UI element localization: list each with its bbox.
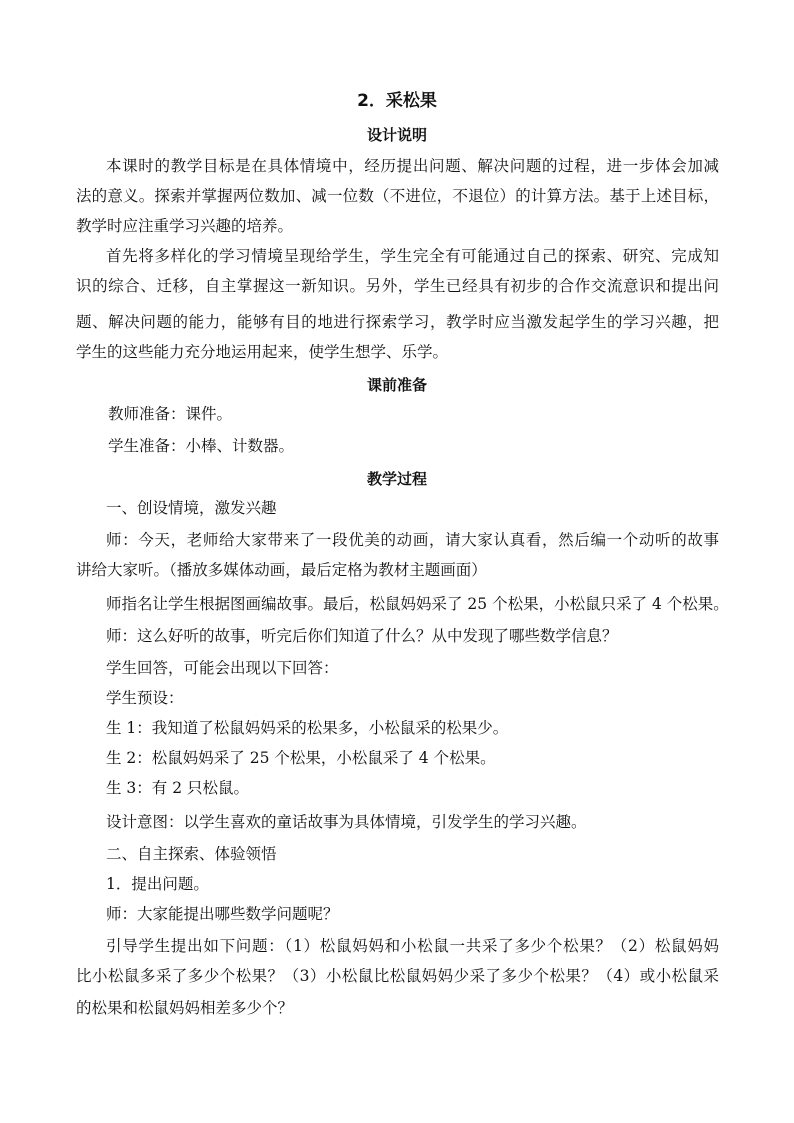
- design-line-7: 学生的这些能力充分地运用起来，使学生想学、乐学。: [76, 343, 449, 361]
- process-line-13: 1．提出问题。: [106, 875, 209, 893]
- process-line-16: 比小松鼠多采了多少个松果？（3）小松鼠比松鼠妈妈少采了多少个松果？（4）或小松鼠采: [76, 967, 719, 985]
- process-line-2: 师：今天，老师给大家带来了一段优美的动画，请大家认真看，然后编一个动听的故事: [106, 531, 719, 549]
- process-line-9: 生 2：松鼠妈妈采了 25 个松果，小松鼠采了 4 个松果。: [106, 749, 496, 767]
- process-line-3: 讲给大家听。（播放多媒体动画，最后定格为教材主题画面）: [76, 561, 487, 579]
- design-line-6: 题、解决问题的能力，能够有目的地进行探索学习，教学时应当激发起学生的学习兴趣，把: [76, 313, 719, 331]
- process-line-7: 学生预设：: [106, 689, 184, 707]
- design-line-1: 本课时的教学目标是在具体情境中，经历提出问题、解决问题的过程，进一步体会加减: [106, 157, 719, 175]
- process-line-17: 的松果和松鼠妈妈相差多少个？: [76, 999, 294, 1017]
- design-line-4: 首先将多样化的学习情境呈现给学生，学生完全有可能通过自己的探索、研究、完成知: [106, 247, 719, 265]
- process-line-4: 师指名让学生根据图画编故事。最后，松鼠妈妈采了 25 个松果，小松鼠只采了 4 个松果。: [106, 595, 729, 613]
- design-line-5: 识的综合、迁移，自主掌握这一新知识。另外，学生已经具有初步的合作交流意识和提出问: [76, 277, 719, 295]
- process-line-15: 引导学生提出如下问题：（1）松鼠妈妈和小松鼠一共采了多少个松果？（2）松鼠妈妈: [106, 937, 719, 955]
- heading-prep: 课前准备: [366, 376, 427, 394]
- process-line-1: 一、创设情境，激发兴趣: [106, 499, 277, 517]
- process-line-6: 学生回答，可能会出现以下回答：: [106, 659, 339, 677]
- design-line-3: 教学时应注重学习兴趣的培养。: [76, 217, 294, 235]
- prep-line-1: 教师准备：课件。: [108, 405, 233, 423]
- document-title: 2．采松果: [357, 91, 437, 111]
- process-line-11: 设计意图：以学生喜欢的童话故事为具体情境，引发学生的学习兴趣。: [106, 813, 587, 831]
- process-line-10: 生 3：有 2 只松鼠。: [106, 779, 250, 797]
- process-line-5: 师：这么好听的故事，听完后你们知道了什么？从中发现了哪些数学信息？: [106, 627, 618, 645]
- design-line-2: 法的意义。探索并掌握两位数加、减一位数（不进位，不退位）的计算方法。基于上述目标，: [76, 187, 719, 205]
- heading-process: 教学过程: [366, 470, 427, 488]
- process-line-12: 二、自主探索、体验领悟: [106, 845, 277, 863]
- prep-line-2: 学生准备：小棒、计数器。: [108, 437, 295, 455]
- process-line-8: 生 1：我知道了松鼠妈妈采的松果多，小松鼠采的松果少。: [106, 719, 509, 737]
- heading-design: 设计说明: [366, 126, 427, 144]
- process-line-14: 师：大家能提出哪些数学问题呢？: [106, 905, 339, 923]
